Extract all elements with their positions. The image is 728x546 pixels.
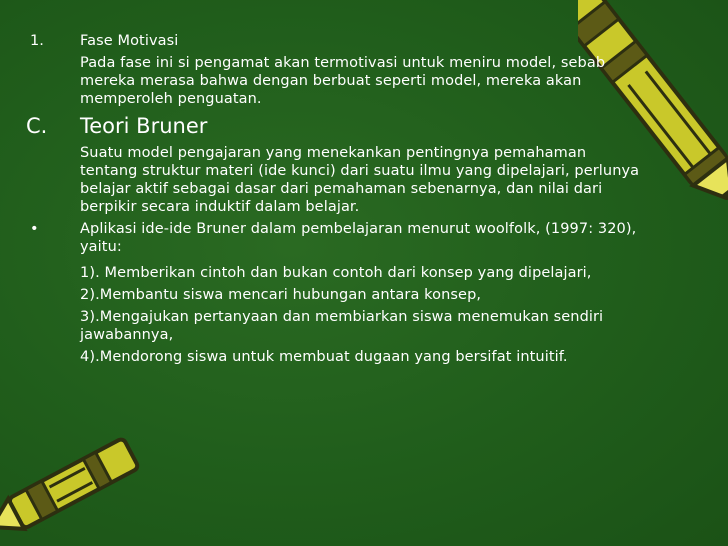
slide-content xyxy=(26,32,640,366)
list-item-aplikasi xyxy=(30,220,640,256)
bullet-marker: • xyxy=(30,221,39,237)
sub-point: 4).Mendorong siswa untuk membuat dugaan yang bersifat intuitif. xyxy=(80,349,568,365)
item-body: Pada fase ini si pengamat akan termotivasi untuk meniru model, sebab mereka merasa bahwa dengan berbuat seperti model, mereka akan memperoleh penguatan. xyxy=(80,55,606,107)
sub-point: 1). Memberikan cintoh dan bukan contoh dari konsep yang dipelajari, xyxy=(80,265,592,281)
list-item-fase-motivasi xyxy=(30,32,640,108)
item-title: Fase Motivasi xyxy=(80,33,179,49)
list-marker: C. xyxy=(26,114,48,138)
list-item-teori-bruner xyxy=(26,112,640,216)
item-body: Suatu model pengajaran yang menekankan pentingnya pemahaman tentang struktur materi (ide kunci) dari suatu ilmu yang dipelajari, perlunya belajar aktif sebagai dasar dari pemahaman sebenarnya, dan nilai dari berpikir secara induktif dalam belajar. xyxy=(80,145,640,215)
crayon-bottom-left xyxy=(0,426,150,546)
sub-point: 3).Mengajukan pertanyaan dan membiarkan siswa menemukan sendiri jawabannya, xyxy=(80,309,604,343)
item-title: Aplikasi ide-ide Bruner dalam pembelajaran menurut woolfolk, (1997: 320), yaitu: xyxy=(80,221,637,255)
section-heading: Teori Bruner xyxy=(80,114,208,138)
list-marker: 1. xyxy=(30,33,44,49)
sub-point: 2).Membantu siswa mencari hubungan antara konsep, xyxy=(80,287,482,303)
